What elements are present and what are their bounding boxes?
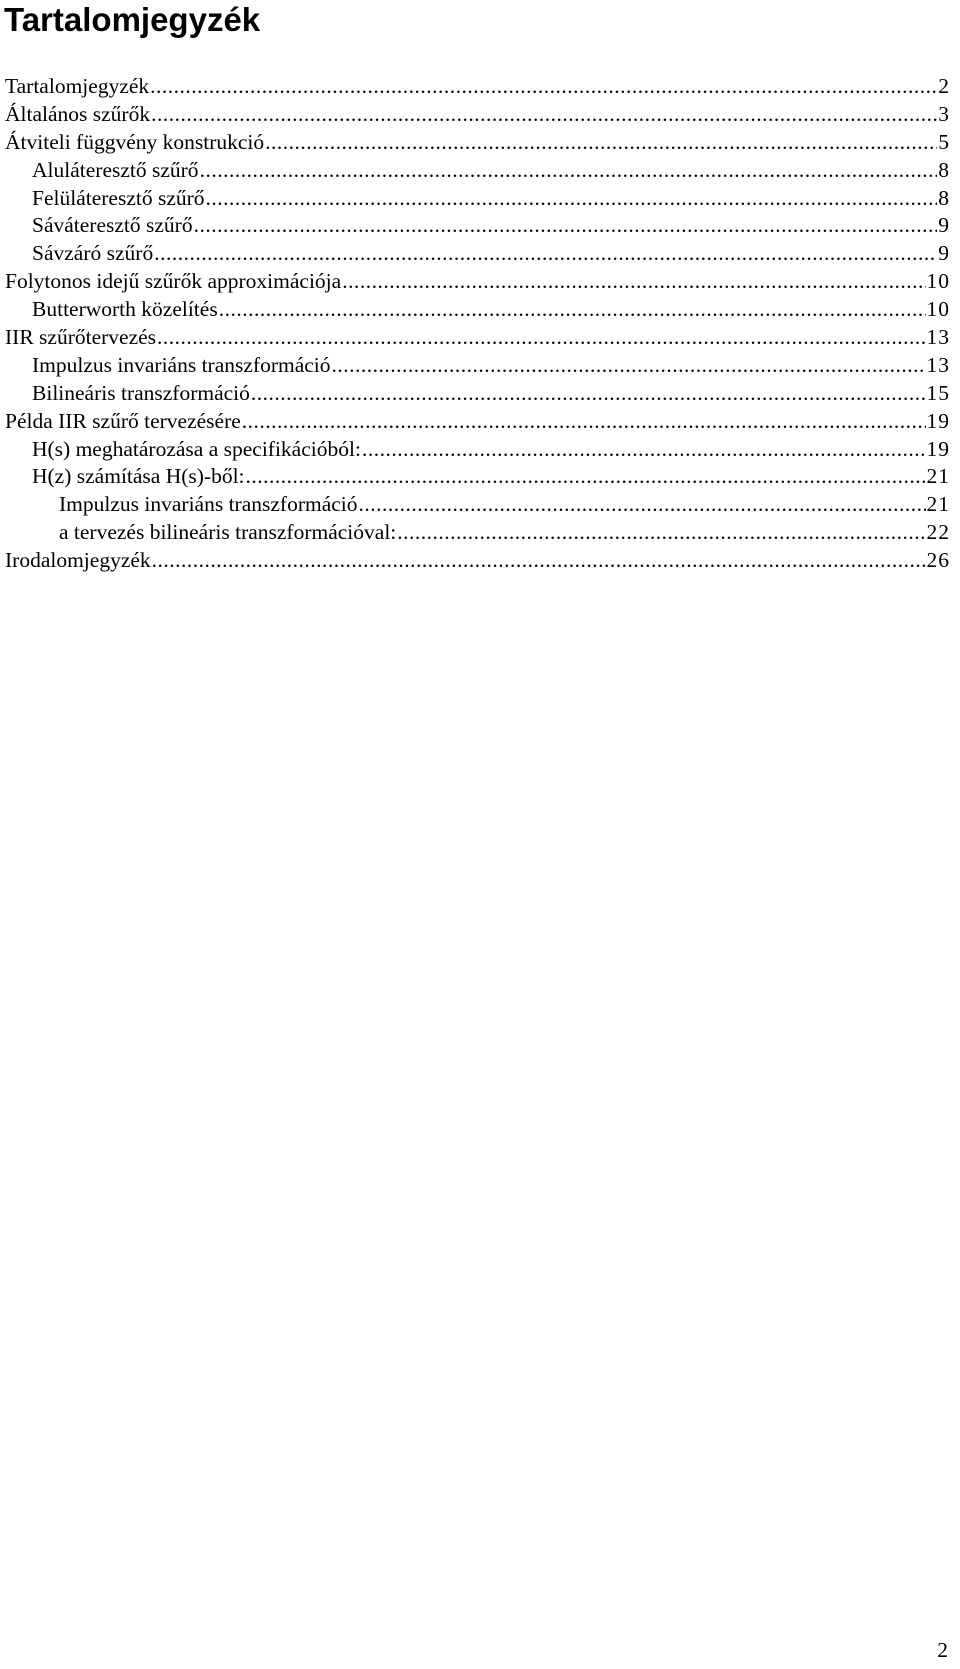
toc-entry-title[interactable]: Átviteli függvény konstrukció [5,129,265,154]
toc-page-number[interactable]: 8 [938,157,950,182]
toc-entry-title[interactable]: Sáváteresztő szűrő [32,213,193,238]
toc-page-number[interactable]: 2 [938,74,950,98]
toc-dot-leader [246,463,926,491]
toc-page-number[interactable]: 19 [926,408,950,433]
toc-entry-title[interactable]: Példa IIR szűrő tervezésére [5,408,241,433]
toc-entry[interactable] [0,240,960,268]
toc-dot-leader [200,157,938,185]
toc-page-number[interactable]: 9 [938,241,950,266]
toc-dot-leader [154,240,937,268]
toc-entry[interactable] [0,463,960,491]
toc-page-number[interactable]: 8 [938,185,950,210]
toc-page-number[interactable]: 15 [926,380,950,405]
toc-entry[interactable] [0,491,960,519]
toc-entry-title[interactable]: Impulzus invariáns transzformáció [59,492,358,517]
toc-entry-title[interactable]: a tervezés bilineáris transzformációval: [59,520,397,545]
toc-page-number[interactable]: 22 [926,520,950,545]
toc-entry-title[interactable]: Bilineáris transzformáció [32,380,250,405]
toc-entry[interactable] [0,73,960,101]
toc-dot-leader [342,268,925,296]
toc-entry-title[interactable]: Impulzus invariáns transzformáció [32,352,331,377]
toc-entry[interactable] [0,296,960,324]
toc-dot-leader [332,352,926,380]
toc-entry[interactable] [0,129,960,157]
toc-page-number[interactable]: 26 [926,548,950,573]
toc-page-number[interactable]: 10 [926,297,950,322]
toc-entry-title[interactable]: H(s) meghatározása a specifikációból: [32,436,361,461]
page-number: 2 [937,1638,948,1662]
toc-dot-leader [194,212,938,240]
toc-entry-title[interactable]: H(z) számítása H(s)-ből: [32,464,245,489]
toc-entry-title[interactable]: Folytonos idejű szűrők approximációja [5,269,342,294]
table-of-contents [0,73,960,575]
toc-entry-title[interactable]: Általános szűrők [5,101,151,126]
toc-entry[interactable] [0,408,960,436]
toc-dot-leader [265,129,937,157]
toc-entry-title[interactable]: Butterworth közelítés [32,297,218,322]
toc-dot-leader [359,491,926,519]
page-title: Tartalomjegyzék [4,1,261,38]
toc-page-number[interactable]: 5 [938,129,950,154]
toc-page-number[interactable]: 13 [926,325,950,350]
toc-page-number[interactable]: 21 [926,492,950,517]
toc-page-number[interactable]: 21 [926,464,950,489]
toc-entry[interactable] [0,519,960,547]
toc-entry[interactable] [0,101,960,129]
toc-entry-title[interactable]: IIR szűrőtervezés [5,325,157,350]
toc-dot-leader [206,185,938,213]
toc-entry-title[interactable]: Irodalomjegyzék [5,548,151,573]
toc-entry[interactable] [0,268,960,296]
toc-dot-leader [150,73,937,101]
toc-page-number[interactable]: 10 [926,269,950,294]
toc-dot-leader [157,324,925,352]
toc-entry[interactable] [0,436,960,464]
toc-dot-leader [251,380,926,408]
toc-entry-title[interactable]: Aluláteresztő szűrő [32,157,199,182]
toc-dot-leader [151,101,937,129]
toc-entry[interactable] [0,212,960,240]
toc-dot-leader [397,519,925,547]
toc-dot-leader [219,296,926,324]
toc-dot-leader [152,547,926,575]
toc-entry[interactable] [0,157,960,185]
toc-entry-title[interactable]: Sávzáró szűrő [32,241,154,266]
toc-entry[interactable] [0,547,960,575]
toc-entry[interactable] [0,185,960,213]
toc-entry[interactable] [0,380,960,408]
toc-entry[interactable] [0,352,960,380]
toc-entry[interactable] [0,324,960,352]
toc-page-number[interactable]: 13 [926,352,950,377]
toc-page-number[interactable]: 19 [926,436,950,461]
toc-entry-title[interactable]: Felüláteresztő szűrő [32,185,205,210]
toc-page-number[interactable]: 9 [938,213,950,238]
toc-dot-leader [242,408,926,436]
toc-entry-title[interactable]: Tartalomjegyzék [5,74,150,98]
toc-page-number[interactable]: 3 [938,101,950,126]
toc-dot-leader [362,436,926,464]
